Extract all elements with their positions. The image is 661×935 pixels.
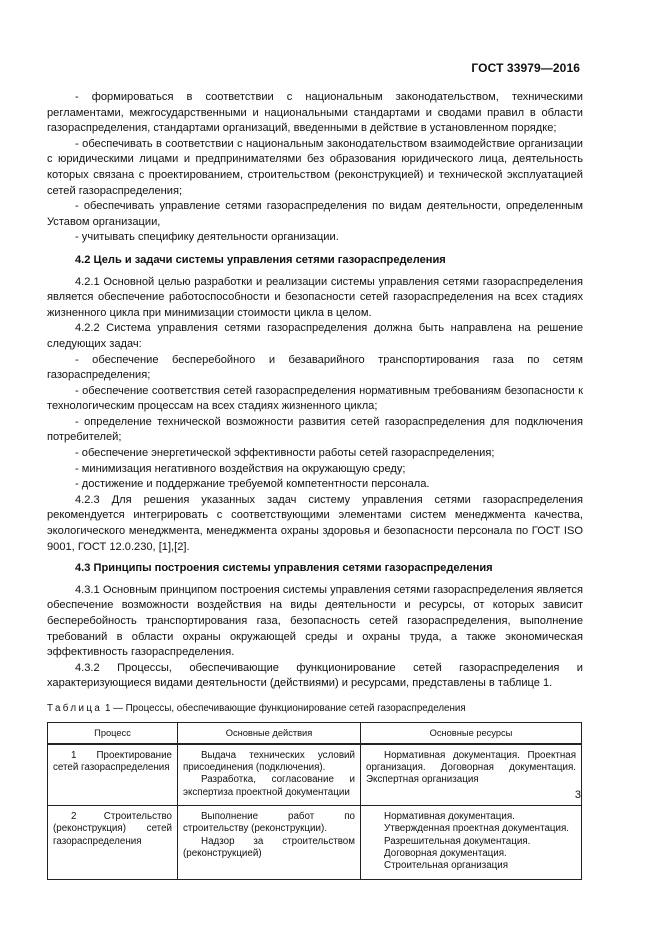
table-caption-text: 1 — Процессы, обеспечивающие функционирование сетей газораспределения [102, 702, 466, 714]
list-item: - обеспечивать в соответствии с национальным законодательством взаимодействие организации с юридическими лицами и предпринимателями без образования юридического лица, деятельность которых связана с проектированием, строительством (реконструкцией) и технической эксплуатацией сетей газораспределения; [47, 137, 583, 197]
processes-table [47, 722, 582, 880]
paragraph-4-2-3: 4.2.3 Для решения указанных задач систему управления сетями газораспределения рекомендуется интегрировать с соответствующими элементами систем менеджмента качества, экологического менеджмента, менеджмента охраны здоровья и безопасности персонала по ГОСТ ISO 9001, ГОСТ 12.0.230, [1],[2]. [47, 493, 583, 553]
page-number: 3 [574, 789, 581, 801]
column-header-resources: Основные ресурсы [361, 722, 582, 744]
resources-cell: Нормативная документация. Утвержденная проектная документация. Разрешительная документация. Договорная документация. Строительная организация [361, 806, 582, 879]
table-caption [47, 701, 583, 717]
process-cell: 2 Строительство (реконструкция) сетей газораспределения [48, 806, 178, 879]
task-item: - достижение и поддержание требуемой компетентности персонала. [75, 478, 430, 491]
table-header-row [48, 722, 582, 744]
paragraph-4-2-1: 4.2.1 Основной целью разработки и реализации системы управления сетями газораспределения является обеспечение работоспособности и безопасности сетей газораспределения на всех стадиях жизненного цикла при минимизации стоимости цикла в целом. [47, 275, 583, 319]
task-item: - обеспечение соответствия сетей газораспределения нормативным требованиям безопасности к технологическим процессам на всех стадиях жизненного цикла; [47, 384, 583, 413]
section-heading-4-2: 4.2 Цель и задачи системы управления сетями газораспределения [75, 253, 446, 266]
process-cell: 1 Проектирование сетей газораспределения [48, 744, 178, 806]
table-row [48, 744, 582, 806]
section-heading-4-3: 4.3 Принципы построения системы управления сетями газораспределения [75, 562, 493, 575]
document-id: ГОСТ 33979—2016 [471, 61, 580, 75]
list-item: - учитывать специфику деятельности организации. [75, 231, 339, 244]
resources-cell: Нормативная документация. Проектная организация. Договорная документация. Экспертная организация [361, 744, 582, 806]
column-header-actions: Основные действия [178, 722, 361, 744]
actions-cell: Выполнение работ по строительству (реконструкции). Надзор за строительством (реконструкцией) [178, 806, 361, 879]
column-header-process: Процесс [48, 722, 178, 744]
paragraph-4-3-1: 4.3.1 Основным принципом построения системы управления сетями газораспределения является обеспечение возможности воздействия на виды деятельности и ресурсы, от которых зависит бесперебойность транспортирования газа, безопасность сетей газораспределения, выполнение требований в области охраны окружающей среды и охраны труда, а также экономическая эффективность газораспределения. [47, 583, 583, 659]
paragraph-4-2-2: 4.2.2 Система управления сетями газораспределения должна быть направлена на решение следующих задач: [47, 322, 583, 350]
actions-cell: Выдача технических условий присоединения (подключения). Разработка, согласование и экспертиза проектной документации [178, 744, 361, 806]
list-item: - обеспечивать управление сетями газораспределения по видам деятельности, определенным Уставом организации, [47, 200, 583, 228]
table-caption-label: Таблица [47, 702, 103, 714]
task-item: - обеспечение энергетической эффективности работы сетей газораспределения; [75, 447, 495, 460]
task-item: - определение технической возможности развития сетей газораспределения для подключения потребителей; [47, 415, 583, 444]
paragraph-4-3-2: 4.3.2 Процессы, обеспечивающие функционирование сетей газораспределения и характеризующиеся видами деятельности (действиями) и ресурсами, представлены в таблице 1. [47, 661, 583, 690]
list-item: - формироваться в соответствии с национальным законодательством, техническими регламентами, межгосударственными и национальными стандартами и сводами правил в области газораспределения, стандартами организаций, введенными в действие в установленном порядке; [47, 91, 583, 135]
task-item: - обеспечение бесперебойного и безаварийного транспортирования газа по сетям газораспределения; [47, 353, 583, 382]
task-item: - минимизация негативного воздействия на окружающую среду; [75, 462, 406, 475]
page-body [47, 90, 583, 880]
table-row [48, 806, 582, 879]
